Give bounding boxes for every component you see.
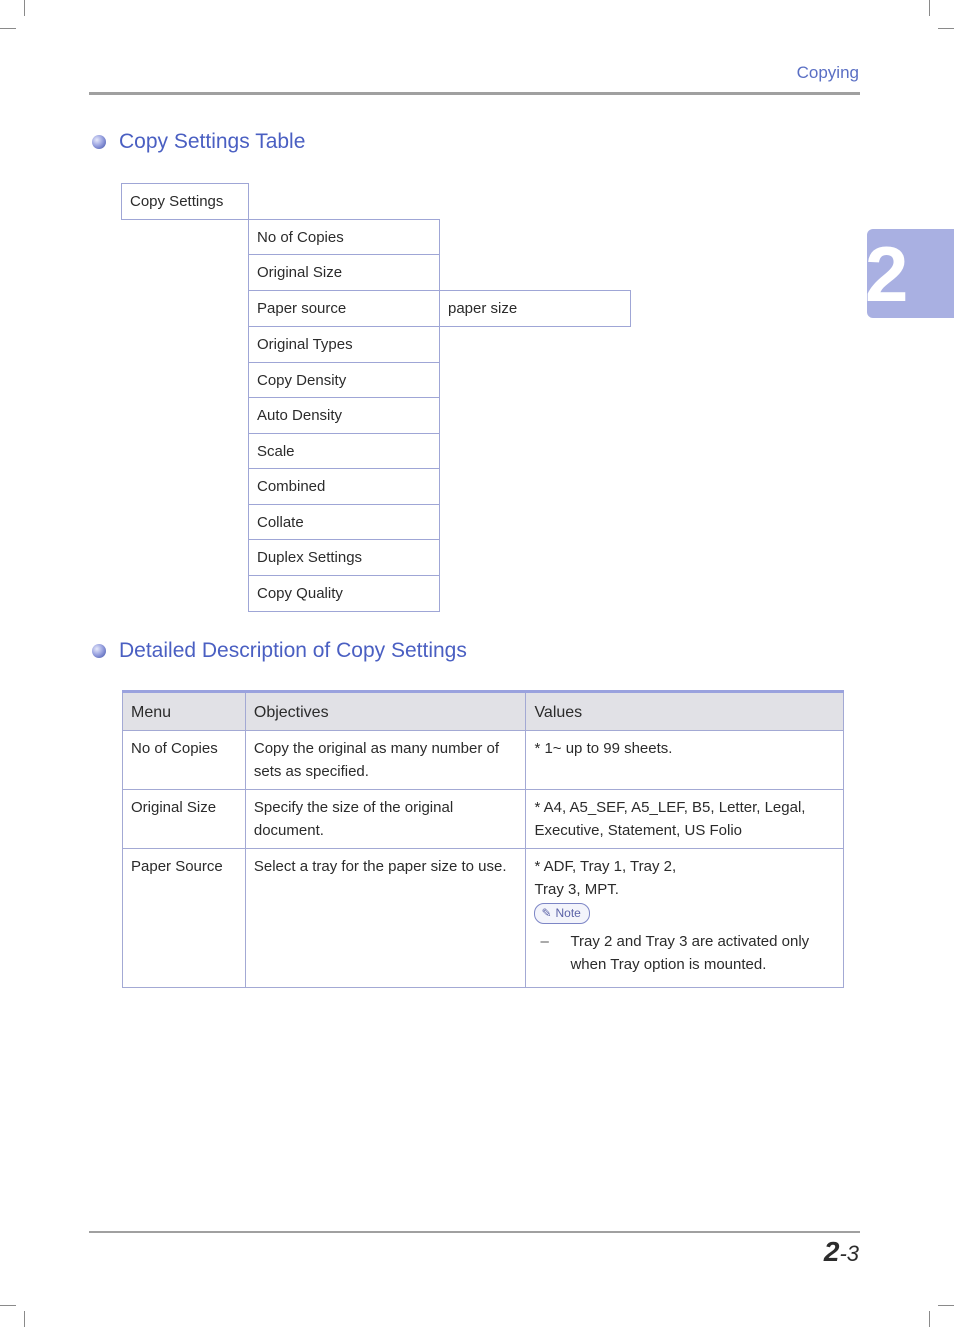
- tree-item: Copy Quality: [248, 575, 440, 612]
- running-head: Copying: [796, 63, 859, 82]
- section-title-detailed-description: [92, 639, 467, 663]
- table-row: [123, 849, 844, 988]
- crop-mark: [929, 0, 930, 16]
- footer-rule: [89, 1231, 860, 1233]
- note-text: Tray 2 and Tray 3 are activated only when Tray option is mounted.: [570, 933, 810, 973]
- cell-values: * 1~ up to 99 sheets.: [526, 731, 844, 790]
- crop-mark: [0, 28, 16, 29]
- section-title-text: Copy Settings Table: [119, 130, 306, 153]
- column-header-menu: Menu: [123, 692, 246, 731]
- crop-mark: [24, 1311, 25, 1327]
- table-header-row: [123, 692, 844, 731]
- column-header-objectives: Objectives: [245, 692, 526, 731]
- tree-item: Combined: [248, 468, 440, 505]
- crop-mark: [24, 0, 25, 16]
- tree-sub-item: paper size: [439, 290, 631, 327]
- page-number: [824, 1236, 859, 1268]
- header-rule: [89, 92, 860, 95]
- cell-objective: Select a tray for the paper size to use.: [245, 849, 526, 988]
- cell-objective: Copy the original as many number of sets as specified.: [245, 731, 526, 790]
- values-line: * ADF, Tray 1, Tray 2,: [534, 858, 677, 875]
- table-row: [123, 731, 844, 790]
- crop-mark: [929, 1311, 930, 1327]
- cell-values: [526, 849, 844, 988]
- tree-item: Collate: [248, 504, 440, 540]
- crop-mark: [938, 1305, 954, 1306]
- table-row: [123, 790, 844, 849]
- tree-root: Copy Settings: [121, 183, 249, 220]
- note-dash: –: [540, 933, 549, 950]
- cell-menu: Original Size: [123, 790, 246, 849]
- tree-item: Original Types: [248, 326, 440, 363]
- column-header-values: Values: [526, 692, 844, 731]
- tree-item: Auto Density: [248, 397, 440, 434]
- bullet-icon: [92, 644, 106, 658]
- page-number-page: -3: [839, 1241, 859, 1266]
- cell-values: * A4, A5_SEF, A5_LEF, B5, Letter, Legal, Executive, Statement, US Folio: [526, 790, 844, 849]
- cell-objective: Specify the size of the original document.: [245, 790, 526, 849]
- tree-item: No of Copies: [248, 219, 440, 255]
- pencil-icon: ✎: [541, 906, 552, 920]
- note-label: Note: [555, 906, 581, 920]
- bullet-icon: [92, 135, 106, 149]
- chapter-tab: [867, 229, 954, 318]
- tree-item: Paper source: [248, 290, 440, 327]
- section-title-text: Detailed Description of Copy Settings: [119, 639, 467, 662]
- tree-item: Scale: [248, 433, 440, 469]
- crop-mark: [0, 1305, 16, 1306]
- tree-item: Copy Density: [248, 362, 440, 398]
- page-number-chapter: 2: [823, 1236, 840, 1267]
- section-title-copy-settings-table: [92, 130, 305, 154]
- cell-menu: No of Copies: [123, 731, 246, 790]
- tree-item: Duplex Settings: [248, 539, 440, 576]
- crop-mark: [938, 28, 954, 29]
- cell-menu: Paper Source: [123, 849, 246, 988]
- note-badge: [534, 903, 589, 924]
- note-item: [534, 930, 835, 976]
- values-line: Tray 3, MPT.: [534, 881, 619, 898]
- description-table: [122, 690, 844, 988]
- tree-item: Original Size: [248, 254, 440, 291]
- chapter-tab-number: 2: [865, 230, 909, 318]
